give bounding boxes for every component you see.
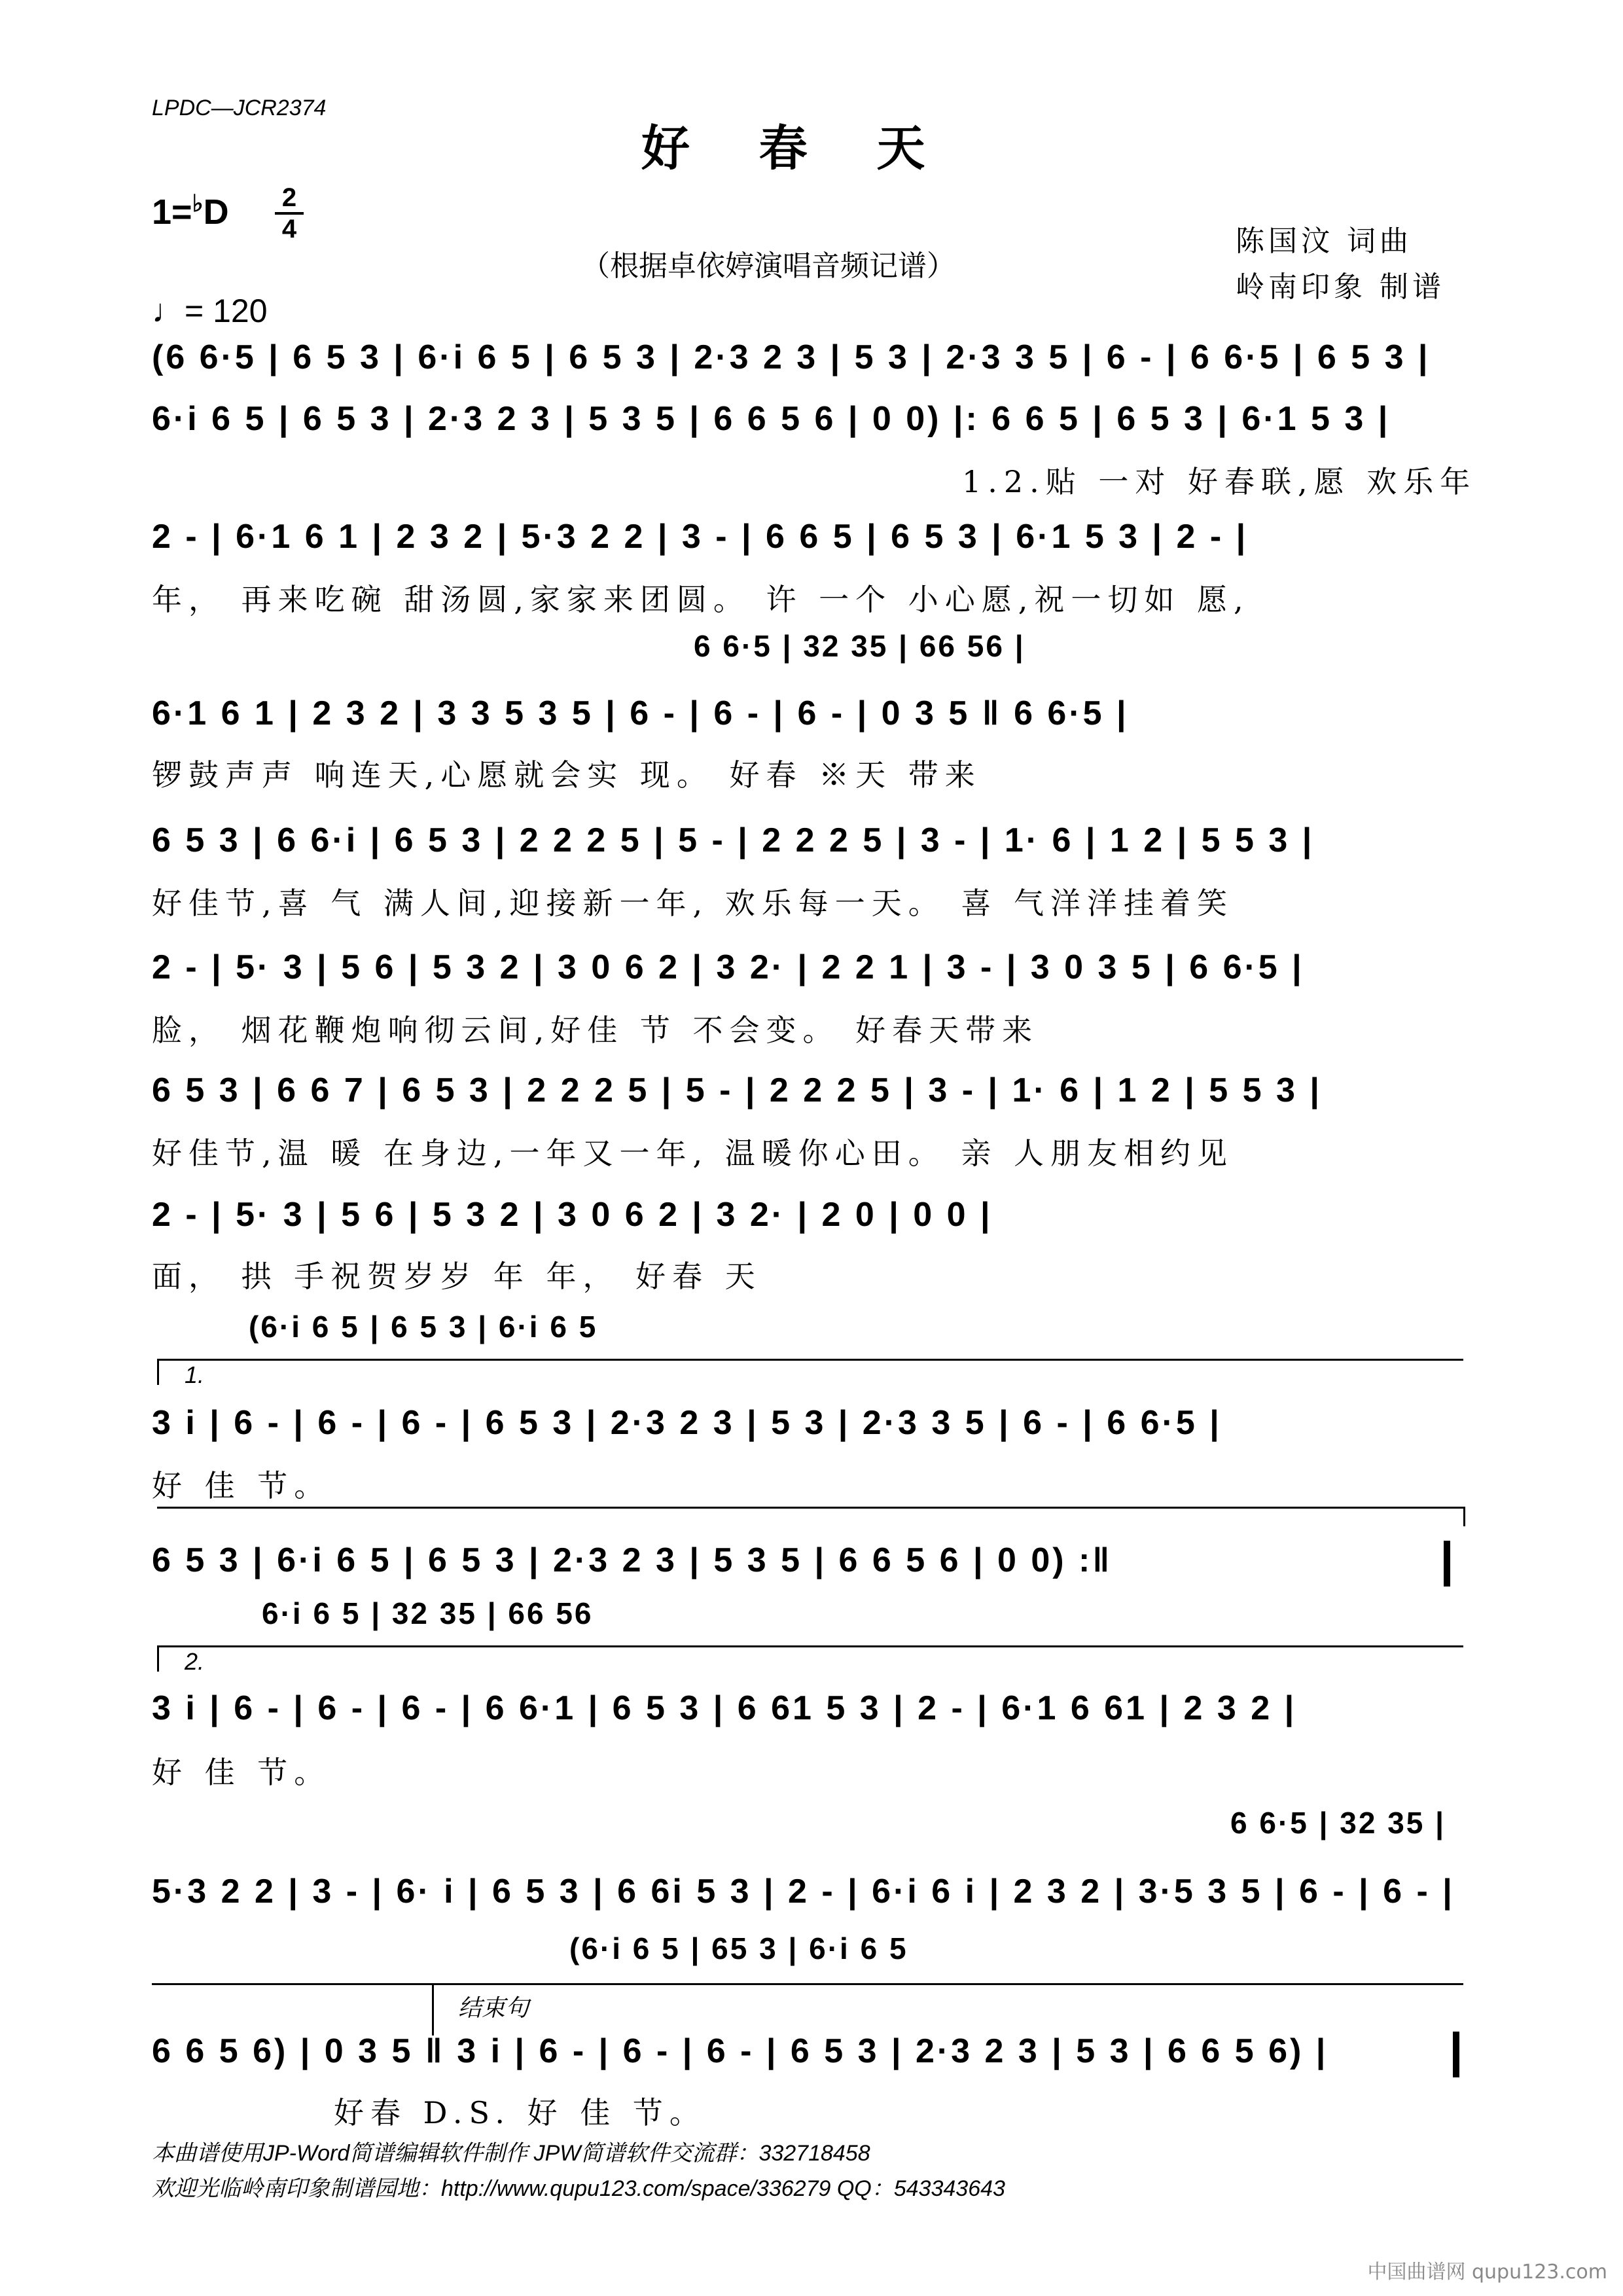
upper-voice-12: 6 6·5 | 32 35 | [1230, 1806, 1446, 1840]
volta-1-label: 1. [185, 1361, 205, 1388]
key-note: D [203, 192, 229, 232]
score-line-6: 2 - | 5· 3 | 5 6 | 5 3 2 | 3 0 6 2 | 3 2· | 2 2 1 | 3 - | 3 0 3 5 | 6 6·5 | [152, 948, 1304, 986]
score-line-10: 6 5 3 | 6·i 6 5 | 6 5 3 | 2·3 2 3 | 5 3 5 | 6 6 5 6 | 0 0) :‖ [152, 1541, 1113, 1579]
tempo-value: = 120 [185, 293, 268, 329]
subtitle: （根据卓依婷演唱音频记谱） [581, 249, 955, 283]
score-line-4: 6·1 6 1 | 2 3 2 | 3 3 5 3 5 | 6 - | 6 - | 6 - | 0 3 5 ‖ 6 6·5 | [152, 694, 1129, 732]
volta-2-hook [157, 1645, 159, 1672]
final-bar [1453, 2032, 1459, 2077]
lyrics-line-9: 好 佳 节。 [152, 1468, 331, 1503]
volta-1-bracket [157, 1359, 1463, 1361]
lyrics-line-2: 1.2.贴 一对 好春联,愿 欢乐年 [962, 464, 1477, 499]
volta-1-end-line [157, 1507, 1463, 1509]
score-line-1: (6 6·5 | 6 5 3 | 6·i 6 5 | 6 5 3 | 2·3 2 3 | 5 3 | 2·3 3 5 | 6 - | 6 6·5 | 6 5 3 | [152, 338, 1431, 376]
lyrics-line-4: 锣鼓声声 响连天,心愿就会实 现。 好春 ※天 带来 [152, 757, 982, 793]
lyrics-line-6: 脸， 烟花鞭炮响彻云间,好佳 节 不会变。 好春天带来 [152, 1013, 1039, 1048]
score-line-3: 2 - | 6·1 6 1 | 2 3 2 | 5·3 2 2 | 3 - | 6 6 5 | 6 5 3 | 6·1 5 3 | 2 - | [152, 518, 1249, 556]
footer-line-2: 欢迎光临岭南印象制谱园地：http://www.qupu123.com/space/336279 QQ：543343643 [152, 2176, 1005, 2201]
coda-label: 结束句 [458, 1994, 529, 2021]
volta-2-label: 2. [185, 1648, 205, 1675]
volta-1-hook [157, 1359, 159, 1385]
lyrics-line-13: 好春 D.S. 好 佳 节。 [334, 2095, 706, 2130]
quarter-note-icon: ♩ [152, 293, 185, 329]
score-line-11: 3 i | 6 - | 6 - | 6 - | 6 6·1 | 6 5 3 | 6 61 5 3 | 2 - | 6·1 6 61 | 2 3 2 | [152, 1689, 1297, 1727]
key-signature [152, 190, 229, 232]
credit-lyrics: 陈国汶 词曲 [1236, 224, 1412, 258]
score-code: LPDC—JCR2374 [152, 96, 327, 120]
score-line-7: 6 5 3 | 6 6 7 | 6 5 3 | 2 2 2 5 | 5 - | 2 2 2 5 | 3 - | 1· 6 | 1 2 | 5 5 3 | [152, 1071, 1322, 1109]
time-signature [275, 185, 304, 242]
lower-voice-12: (6·i 6 5 | 65 3 | 6·i 6 5 [569, 1931, 908, 1965]
coda-top-line [152, 1983, 1463, 1985]
score-line-2: 6·i 6 5 | 6 5 3 | 2·3 2 3 | 5 3 5 | 6 6 5 6 | 0 0) |: 6 6 5 | 6 5 3 | 6·1 5 3 | [152, 400, 1391, 438]
time-top: 2 [281, 183, 297, 212]
score-line-13: 6 6 5 6) | 0 3 5 ‖ 3 i | 6 - | 6 - | 6 - | 6 5 3 | 2·3 2 3 | 5 3 | 6 6 5 6) | [152, 2032, 1329, 2070]
volta-2-bracket [157, 1645, 1463, 1647]
lyrics-line-11: 好 佳 节。 [152, 1755, 331, 1790]
tempo-marking [152, 292, 268, 330]
upper-voice-4: 6 6·5 | 32 35 | 66 56 | [694, 629, 1026, 663]
footer-line-1: 本曲谱使用JP-Word简谱编辑软件制作 JPW简谱软件交流群：332718458 [152, 2141, 870, 2166]
score-line-12: 5·3 2 2 | 3 - | 6· i | 6 5 3 | 6 6i 5 3 | 2 - | 6·i 6 i | 2 3 2 | 3·5 3 5 | 6 - | 6 - | [152, 1873, 1455, 1910]
lyrics-line-8: 面， 拱 手祝贺岁岁 年 年， 好春 天 [152, 1259, 762, 1294]
coda-hook [432, 1983, 434, 2036]
volta-1-end-hook [1463, 1507, 1465, 1526]
upper-voice-10: 6·i 6 5 | 32 35 | 66 56 [262, 1596, 594, 1630]
score-line-8: 2 - | 5· 3 | 5 6 | 5 3 2 | 3 0 6 2 | 3 2· | 2 0 | 0 0 | [152, 1196, 993, 1234]
lyrics-line-3: 年， 再来吃碗 甜汤圆,家家来团圆。 许 一个 小心愿,祝一切如 愿, [152, 582, 1250, 617]
time-bottom: 4 [281, 215, 297, 243]
lyrics-line-7: 好佳节,温 暖 在身边,一年又一年, 温暖你心田。 亲 人朋友相约见 [152, 1136, 1234, 1171]
repeat-end-bar [1444, 1541, 1450, 1587]
flat-symbol: ♭ [192, 190, 204, 217]
score-line-9: 3 i | 6 - | 6 - | 6 - | 6 5 3 | 2·3 2 3 | 5 3 | 2·3 3 5 | 6 - | 6 6·5 | [152, 1404, 1222, 1442]
song-title: 好 春 天 [641, 120, 952, 177]
lyrics-line-5: 好佳节,喜 气 满人间,迎接新一年, 欢乐每一天。 喜 气洋洋挂着笑 [152, 886, 1234, 921]
credit-score: 岭南印象 制谱 [1236, 270, 1445, 304]
upper-voice-9: (6·i 6 5 | 6 5 3 | 6·i 6 5 [249, 1310, 598, 1344]
watermark: 中国曲谱网 qupu123.com [1367, 2261, 1607, 2284]
score-line-5: 6 5 3 | 6 6·i | 6 5 3 | 2 2 2 5 | 5 - | 2 2 2 5 | 3 - | 1· 6 | 1 2 | 5 5 3 | [152, 821, 1315, 859]
key-prefix: 1= [152, 192, 192, 232]
